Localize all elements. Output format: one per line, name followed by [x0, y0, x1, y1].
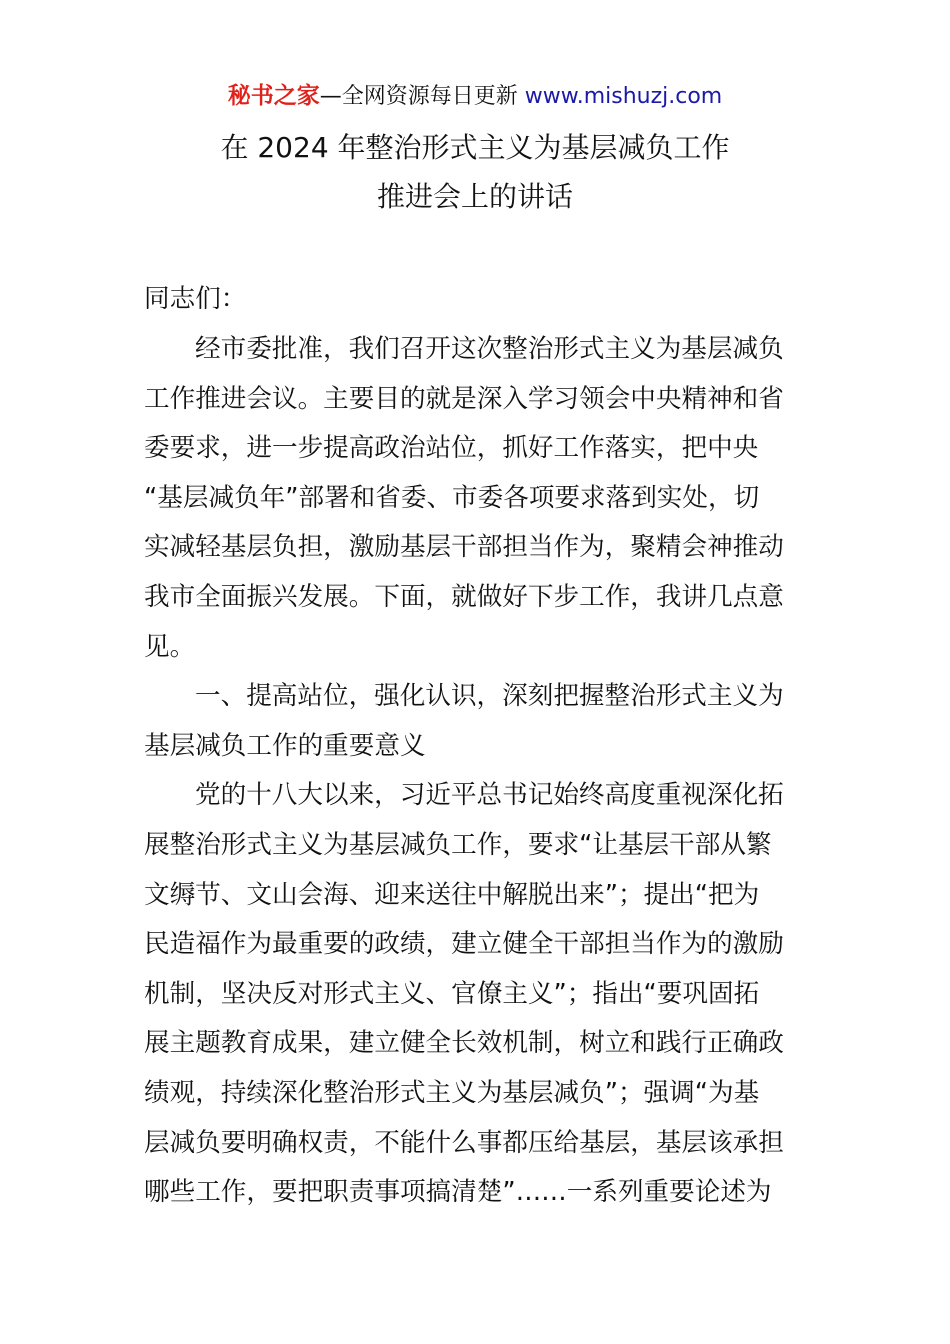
body-line: 我市全面振兴发展。下面，就做好下步工作，我讲几点意	[144, 581, 784, 612]
site-banner	[0, 80, 950, 113]
body-line: 绩观，持续深化整治形式主义为基层减负”；强调“为基	[144, 1077, 760, 1108]
banner-tagline: —全网资源每日更新	[319, 84, 525, 109]
speech-body	[144, 325, 824, 1218]
document-title-line-2: 推进会上的讲话	[376, 180, 573, 213]
body-line: 机制，坚决反对形式主义、官僚主义”；指出“要巩固拓	[144, 978, 760, 1009]
body-line: 哪些工作，要把职责事项搞清楚”……一系列重要论述为	[144, 1177, 772, 1208]
body-line: “基层减负年”部署和省委、市委各项要求落到实处，切	[144, 482, 760, 513]
body-line: 委要求，进一步提高政治站位，抓好工作落实，把中央	[144, 433, 759, 464]
body-line: 民造福作为最重要的政绩，建立健全干部担当作为的激励	[144, 929, 784, 960]
body-line: 经市委批准，我们召开这次整治形式主义为基层减负	[195, 334, 784, 364]
body-line: 实减轻基层负担，激励基层干部担当作为，聚精会神推动	[144, 532, 784, 563]
brand-name: 秘书之家	[227, 83, 320, 109]
site-url[interactable]: www.mishuzj.com	[524, 84, 723, 109]
body-line: 见。	[144, 631, 196, 662]
section-heading-line: 基层减负工作的重要意义	[144, 730, 426, 761]
body-line: 工作推进会议。主要目的就是深入学习领会中央精神和省	[144, 383, 784, 414]
document-title-line-1: 在 2024 年整治形式主义为基层减负工作	[220, 131, 730, 164]
section-heading-line: 一、提高站位，强化认识，深刻把握整治形式主义为	[195, 681, 784, 712]
body-line: 党的十八大以来，习近平总书记始终高度重视深化拓	[195, 780, 784, 811]
body-line: 展整治形式主义为基层减负工作，要求“让基层干部从繁	[144, 829, 772, 860]
body-line: 展主题教育成果，建立健全长效机制，树立和践行正确政	[144, 1028, 784, 1059]
body-line: 层减负要明确权责，不能什么事都压给基层，基层该承担	[144, 1127, 784, 1158]
salutation: 同志们：	[144, 284, 247, 314]
body-line: 文缛节、文山会海、迎来送往中解脱出来”；提出“把为	[144, 879, 760, 910]
